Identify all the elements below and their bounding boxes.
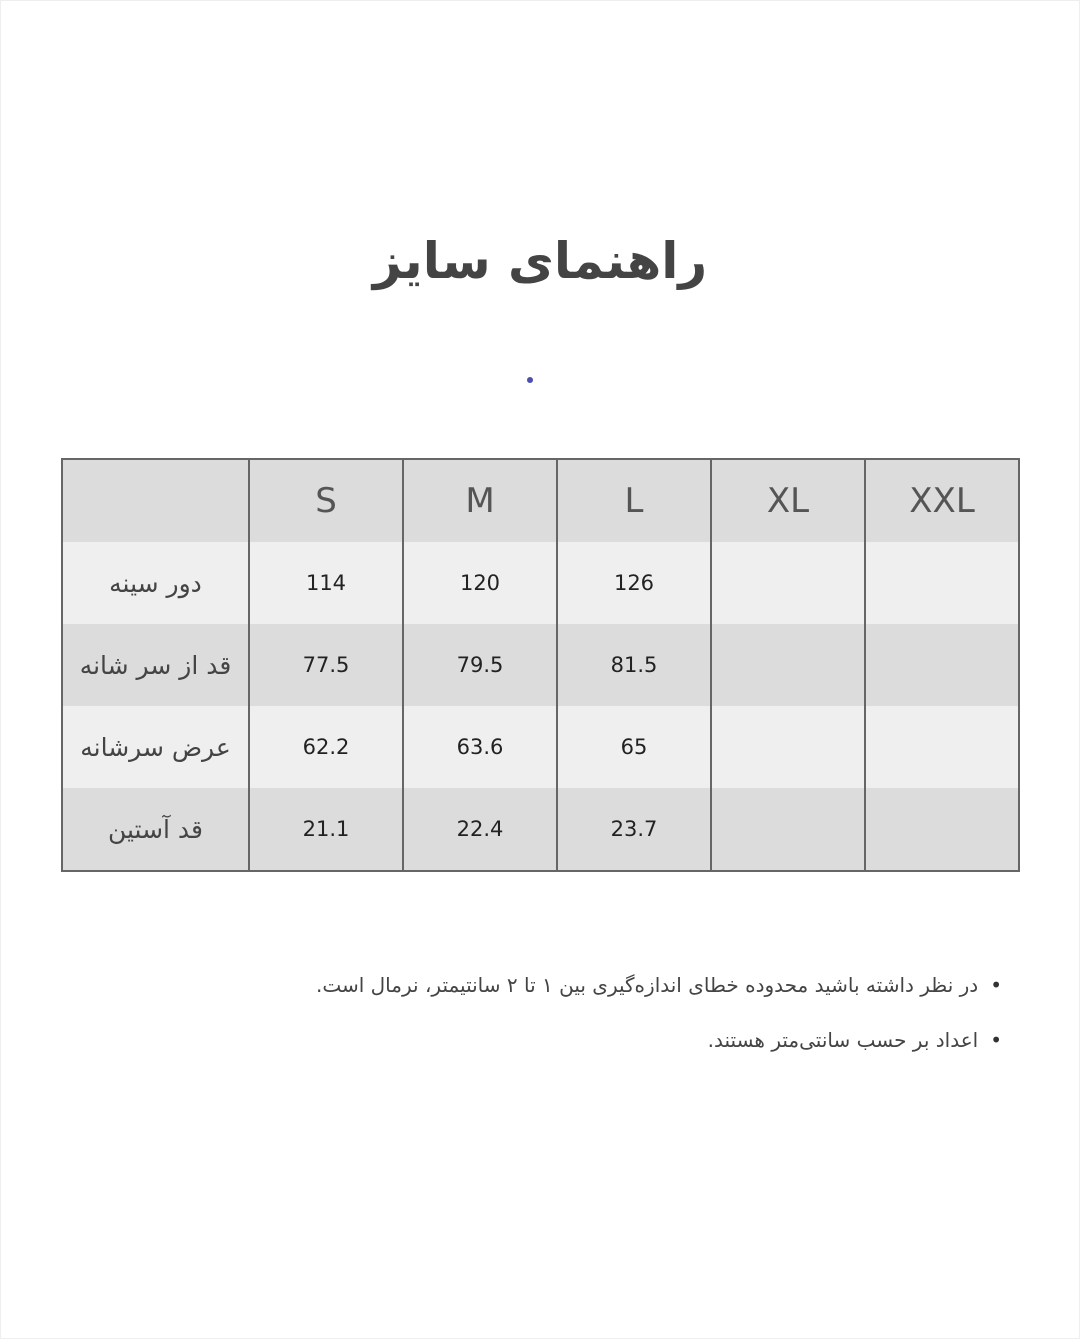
row-label: عرض سرشانه (62, 706, 249, 788)
cell (711, 788, 865, 871)
note-item: • در نظر داشته باشید محدوده خطای اندازه‌گیری بین ۱ تا ۲ سانتیمتر، نرمال است. (102, 968, 1002, 1023)
page-title: راهنمای سایز (372, 232, 708, 290)
cell: 63.6 (403, 706, 557, 788)
size-header: S (249, 459, 403, 542)
cell: 65 (557, 706, 711, 788)
size-header: M (403, 459, 557, 542)
table-row (62, 624, 1019, 706)
table-row (62, 706, 1019, 788)
cell (711, 542, 865, 624)
decorative-dot (527, 377, 533, 383)
size-table (61, 458, 1020, 872)
header-empty-cell (62, 459, 249, 542)
cell: 126 (557, 542, 711, 624)
size-header: XXL (865, 459, 1019, 542)
table-header-row (62, 459, 1019, 542)
cell: 79.5 (403, 624, 557, 706)
cell (865, 542, 1019, 624)
table-row (62, 542, 1019, 624)
cell (865, 788, 1019, 871)
cell (865, 624, 1019, 706)
cell: 114 (249, 542, 403, 624)
row-label: قد آستین (62, 788, 249, 871)
cell (711, 624, 865, 706)
cell: 21.1 (249, 788, 403, 871)
row-label: دور سینه (62, 542, 249, 624)
cell: 120 (403, 542, 557, 624)
cell: 62.2 (249, 706, 403, 788)
cell (711, 706, 865, 788)
cell: 23.7 (557, 788, 711, 871)
notes-list (102, 968, 1002, 1078)
cell: 81.5 (557, 624, 711, 706)
size-header: XL (711, 459, 865, 542)
note-item: • اعداد بر حسب سانتی‌متر هستند. (102, 1023, 1002, 1078)
table-row (62, 788, 1019, 871)
cell (865, 706, 1019, 788)
cell: 22.4 (403, 788, 557, 871)
cell: 77.5 (249, 624, 403, 706)
row-label: قد از سر شانه (62, 624, 249, 706)
size-header: L (557, 459, 711, 542)
